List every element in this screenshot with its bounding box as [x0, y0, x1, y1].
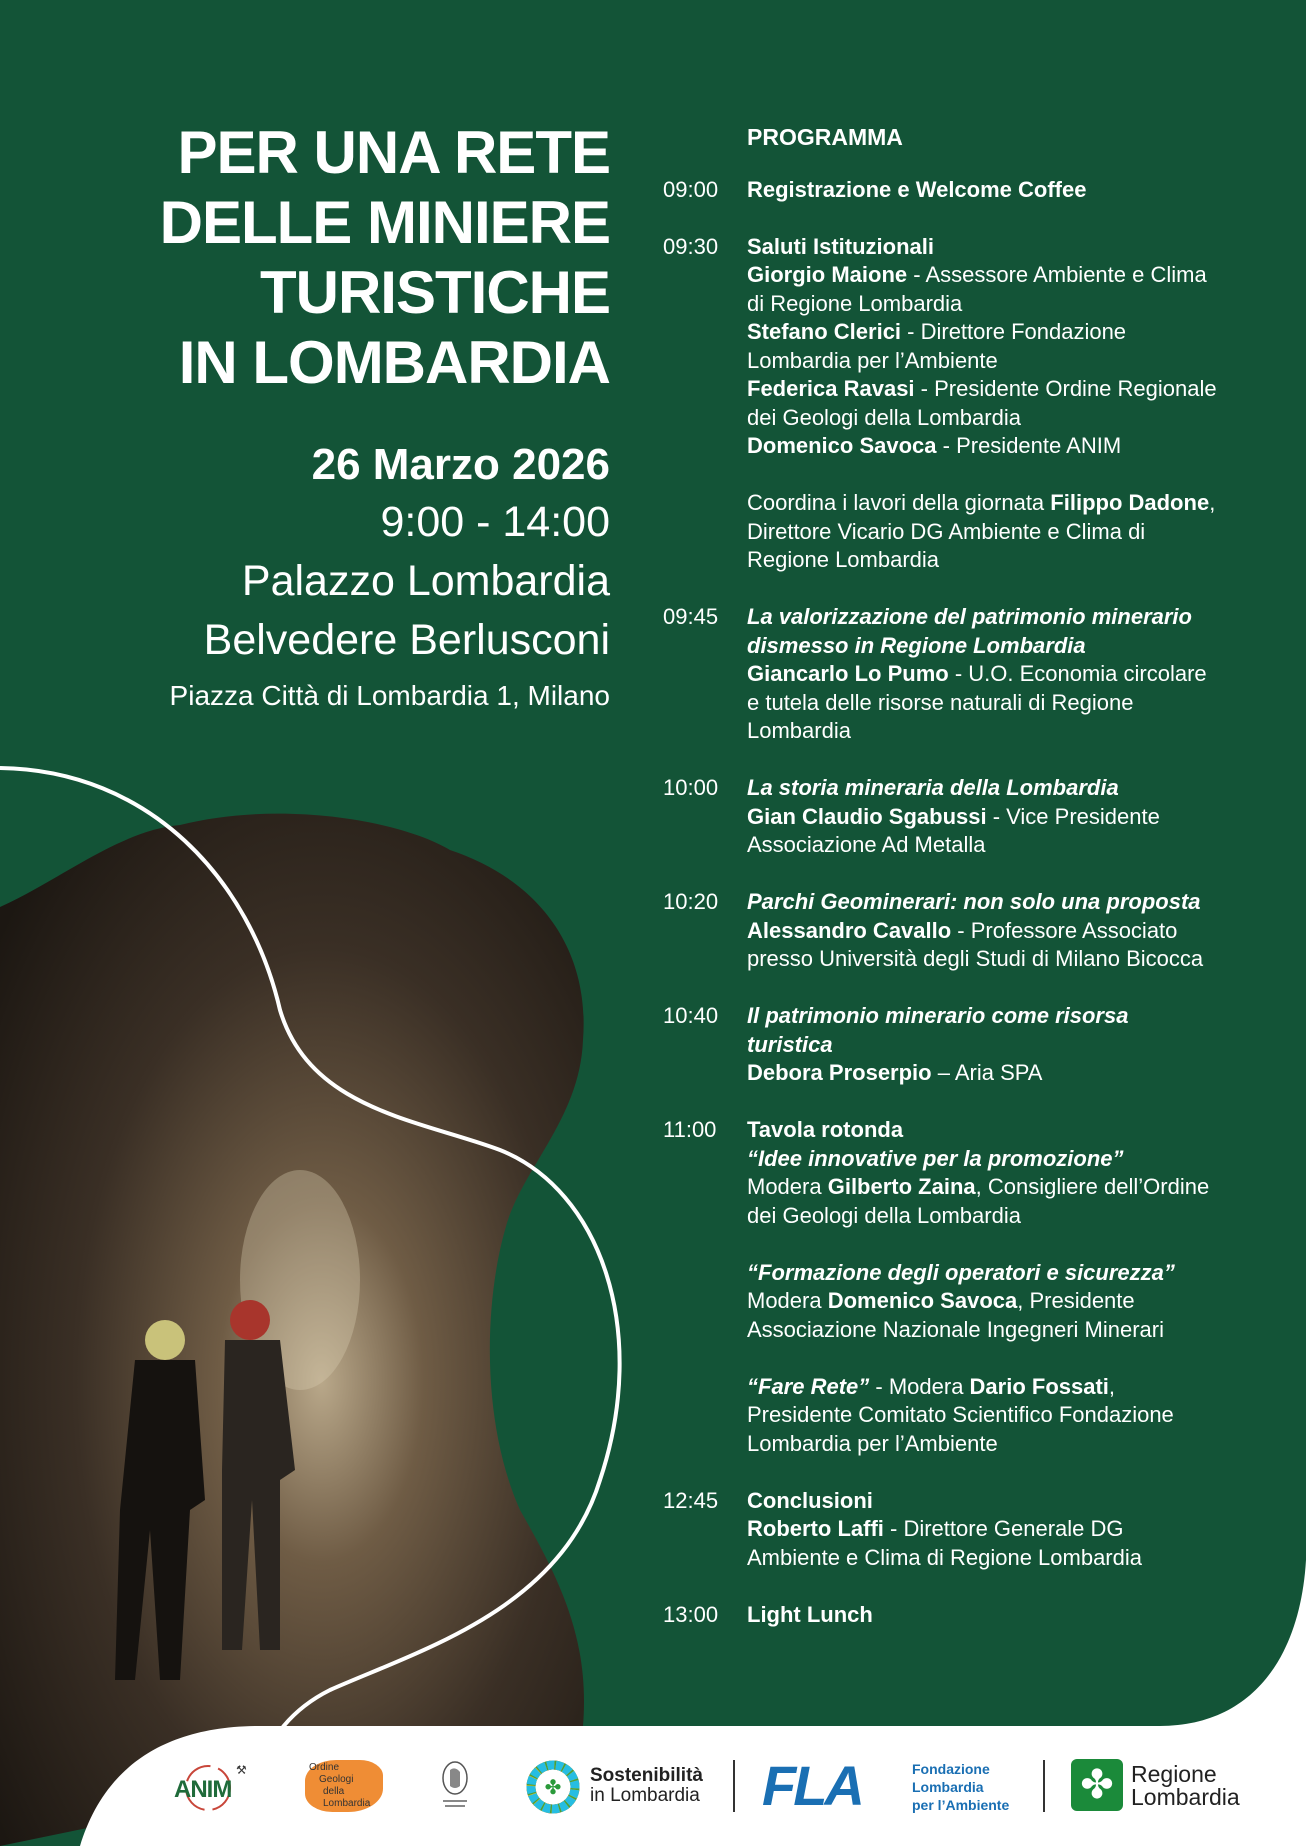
ordine-geologi-logo: [305, 1760, 383, 1812]
program-line: [747, 717, 1303, 746]
program-line: [747, 831, 1303, 860]
program-line: [747, 1287, 1303, 1316]
seal-icon: [440, 1760, 470, 1812]
talk-title: La valorizzazione del patrimonio minerario: [747, 604, 1192, 629]
seal-logo: [440, 1760, 470, 1817]
program-line: [747, 945, 1303, 974]
bold-text: Tavola rotonda: [747, 1117, 904, 1142]
text: - Assessore Ambiente e Clima: [907, 262, 1207, 287]
program-item-content: [747, 1002, 1303, 1088]
event-date: 26 Marzo 2026: [311, 440, 610, 489]
text: - Direttore Generale DG: [883, 1516, 1124, 1541]
program-item: [663, 603, 1303, 746]
program-line: [747, 803, 1303, 832]
program-time: 10:40: [663, 1003, 719, 1028]
bold-text: Roberto Laffi: [747, 1516, 884, 1541]
program-line: [747, 1116, 1303, 1145]
program-line: [747, 461, 1303, 490]
program-line: [747, 1487, 1303, 1516]
bold-text: Giorgio Maione: [747, 262, 908, 287]
talk-title: turistica: [747, 1031, 833, 1057]
bold-text: Domenico Savoca: [747, 433, 937, 458]
fondazione-line: Lombardia: [912, 1779, 984, 1795]
regione-lombardia-emblem-icon: ✤: [1071, 1759, 1123, 1811]
fondazione-text: [912, 1760, 1009, 1814]
venue-name: Palazzo Lombardia: [241, 557, 610, 605]
talk-title: dismesso in Regione Lombardia: [747, 632, 1086, 658]
program-line: [747, 1031, 1303, 1060]
program-line: [747, 888, 1303, 917]
program-line: [747, 1601, 1303, 1630]
program-item: [663, 1116, 1303, 1458]
program-line: [747, 432, 1303, 461]
logo-divider: [1043, 1760, 1045, 1812]
program-line: [747, 1230, 1303, 1259]
program-item-content: [747, 774, 1303, 860]
geologi-line: Ordine: [309, 1762, 340, 1773]
talk-title: “Idee innovative per la promozione”: [747, 1145, 1124, 1171]
text: Lombardia: [747, 718, 851, 743]
geologi-line: della Lombardia: [323, 1786, 371, 1809]
text: dei Geologi della Lombardia: [747, 404, 1021, 430]
text: , Presidente: [1017, 1288, 1135, 1313]
program-item: [663, 1601, 1303, 1630]
bold-text: Saluti Istituzionali: [747, 233, 935, 259]
text: Lombardia per l’Ambiente: [747, 1430, 998, 1456]
text: - Presidente Ordine Regionale: [914, 376, 1217, 401]
program-time: 10:00: [663, 775, 719, 800]
program-line: [747, 489, 1303, 518]
program-line: [747, 1430, 1303, 1459]
bold-text: Registrazione e Welcome Coffee: [747, 176, 1087, 202]
sostenibilita-line: in Lombardia: [590, 1785, 700, 1806]
text: e tutela delle risorse naturali di Regione: [747, 689, 1134, 715]
program-item-content: [747, 1116, 1303, 1458]
program-line: [747, 375, 1303, 404]
bold-text: Debora Proserpio: [747, 1060, 932, 1085]
text: ,: [1108, 1373, 1116, 1399]
title-line: PER UNA RETE: [177, 119, 610, 186]
text: Associazione Nazionale Ingegneri Minerari: [747, 1316, 1165, 1342]
program-line: [747, 404, 1303, 433]
bold-text: Alessandro Cavallo: [747, 917, 952, 943]
program-item-content: [747, 176, 1303, 205]
program-item-content: [747, 233, 1303, 575]
text: Presidente Comitato Scientifico Fondazione: [747, 1402, 1174, 1427]
text: Direttore Vicario DG Ambiente e Clima di: [747, 518, 1146, 544]
program-item-content: [747, 603, 1303, 746]
program-time: 09:00: [663, 176, 719, 202]
program-item-content: [747, 1601, 1303, 1630]
program-items: [663, 176, 1303, 1630]
program-line: [747, 1316, 1303, 1345]
text: - U.O. Economia circolare: [948, 661, 1207, 686]
bold-text: Conclusioni: [747, 1487, 873, 1513]
text: Regione Lombardia: [747, 547, 940, 572]
bold-text: Filippo Dadone: [1050, 490, 1210, 515]
program: [663, 123, 1303, 1658]
program-line: [747, 233, 1303, 262]
program-line: [747, 290, 1303, 319]
program-item-content: [747, 1487, 1303, 1573]
text: Coordina i lavori della giornata: [747, 490, 1051, 515]
program-line: [747, 1515, 1303, 1544]
program-line: [747, 1544, 1303, 1573]
program-line: [747, 318, 1303, 347]
program-line: [747, 518, 1303, 547]
program-item: [663, 176, 1303, 205]
program-line: [747, 1145, 1303, 1174]
geologi-line: Geologi: [319, 1774, 354, 1785]
event-time: 9:00 - 14:00: [380, 498, 610, 546]
program-item-content: [747, 888, 1303, 974]
anim-text: ANIM: [174, 1776, 232, 1803]
text: ,: [1209, 490, 1216, 515]
fondazione-line: Fondazione: [912, 1761, 990, 1777]
program-line: [747, 917, 1303, 946]
program-line: [747, 632, 1303, 661]
program-item: [663, 888, 1303, 974]
program-line: [747, 176, 1303, 205]
program-line: [747, 1002, 1303, 1031]
program-line: [747, 774, 1303, 803]
program-line: [747, 347, 1303, 376]
program-line: [747, 1059, 1303, 1088]
bold-text: Domenico Savoca: [827, 1288, 1018, 1313]
text: Associazione Ad Metalla: [747, 832, 986, 857]
program-line: [747, 689, 1303, 718]
text: Modera: [747, 1288, 828, 1313]
anim-logo: [172, 1762, 252, 1812]
talk-title: Il patrimonio minerario come risorsa: [747, 1003, 1129, 1028]
talk-title: “Fare Rete”: [747, 1373, 870, 1399]
program-line: [747, 1373, 1303, 1402]
bold-text: Dario Fossati: [969, 1373, 1109, 1399]
text: Ambiente e Clima di Regione Lombardia: [747, 1544, 1142, 1570]
program-time: 09:30: [663, 233, 719, 259]
program-item: [663, 774, 1303, 860]
program-item: [663, 233, 1303, 575]
program-line: [747, 1202, 1303, 1231]
text: dei Geologi della Lombardia: [747, 1202, 1021, 1228]
bold-text: Gilberto Zaina: [827, 1174, 976, 1199]
bold-text: Giancarlo Lo Pumo: [747, 661, 949, 686]
fla-logo: FLA: [762, 1754, 862, 1817]
text: di Regione Lombardia: [747, 290, 963, 316]
svg-text:⚒: ⚒: [236, 1763, 247, 1777]
bold-text: Federica Ravasi: [747, 376, 915, 401]
talk-title: La storia mineraria della Lombardia: [747, 775, 1119, 800]
text: - Direttore Fondazione: [901, 319, 1127, 344]
program-line: [747, 546, 1303, 575]
fondazione-line: per l’Ambiente: [912, 1797, 1010, 1813]
sdg-wheel-icon: [524, 1758, 582, 1816]
svg-text:✤: ✤: [544, 1777, 562, 1799]
regione-line: Lombardia: [1131, 1784, 1240, 1810]
program-item: [663, 1002, 1303, 1088]
program-line: [747, 1173, 1303, 1202]
title-line: DELLE MINIERE: [159, 189, 610, 256]
text: - Professore Associato: [951, 917, 1178, 943]
program-item: [663, 1487, 1303, 1573]
text: Lombardia per l’Ambiente: [747, 347, 998, 373]
text: – Aria SPA: [931, 1060, 1043, 1085]
program-time: 11:00: [663, 1117, 717, 1142]
regione-lombardia-text: [1131, 1763, 1240, 1809]
program-line: [747, 603, 1303, 632]
event-details: [170, 437, 610, 716]
program-line: [747, 1259, 1303, 1288]
program-time: 09:45: [663, 604, 719, 629]
program-line: [747, 660, 1303, 689]
program-heading: PROGRAMMA: [747, 124, 903, 150]
title-line: TURISTICHE: [260, 259, 610, 326]
text: - Modera: [869, 1373, 970, 1399]
text: presso Università degli Studi di Milano Bicocca: [747, 946, 1204, 971]
bold-text: Stefano Clerici: [747, 319, 902, 344]
text: - Presidente ANIM: [936, 433, 1122, 458]
program-line: [747, 1401, 1303, 1430]
logo-divider: [733, 1760, 735, 1812]
sostenibilita-line: Sostenibilità: [590, 1765, 703, 1786]
bold-text: Gian Claudio Sgabussi: [747, 803, 987, 829]
bold-text: Light Lunch: [747, 1601, 873, 1627]
program-time: 13:00: [663, 1601, 719, 1627]
talk-title: “Formazione degli operatori e sicurezza”: [747, 1259, 1175, 1285]
venue-address: Piazza Città di Lombardia 1, Milano: [169, 680, 610, 711]
text: , Consigliere dell’Ordine: [975, 1174, 1210, 1199]
program-time: 10:20: [663, 889, 719, 914]
regione-line: Regione: [1131, 1761, 1217, 1787]
program-line: [747, 261, 1303, 290]
title-line: IN LOMBARDIA: [178, 329, 610, 396]
program-time: 12:45: [663, 1487, 719, 1513]
text: Modera: [747, 1174, 828, 1199]
sostenibilita-text: [590, 1766, 703, 1806]
sdg-wheel-logo: [524, 1758, 582, 1821]
program-line: [747, 1344, 1303, 1373]
venue-room: Belvedere Berlusconi: [203, 616, 610, 664]
text: - Vice Presidente: [986, 803, 1160, 829]
event-title: [160, 118, 610, 398]
talk-title: Parchi Geominerari: non solo una proposta: [747, 889, 1201, 914]
